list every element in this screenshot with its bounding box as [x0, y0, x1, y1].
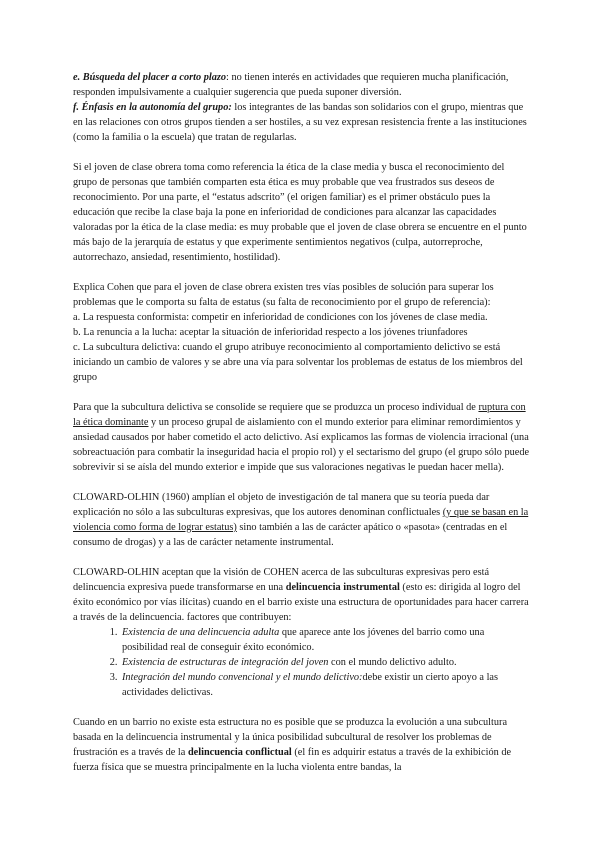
factor-1-text: que aparece ante los jóvenes del barrio como una posibilidad real de conseguir éxito económico.	[122, 627, 485, 653]
paragraph-cohen-vias	[73, 280, 530, 385]
list-item	[120, 625, 530, 655]
barrio-text-post: (el fin es adquirir estatus a través de la exhibición de fuerza física que se muestra principalmente en la lucha violenta entre bandas, la	[73, 747, 512, 773]
section-e	[73, 70, 530, 100]
section-f-label: f. Énfasis en la autonomía del grupo:	[73, 102, 232, 113]
delincuencia-instrumental-bold: delincuencia instrumental	[285, 582, 400, 593]
cohen-intro: Explica Cohen que para el joven de clase obrera existen tres vías posibles de solución para superar los problemas que le comporta su falta de estatus (su falta de reconocimiento por el grupo de referencia):	[73, 282, 494, 308]
section-f	[73, 100, 530, 145]
factors-list	[73, 625, 530, 700]
delincuencia-conflictual-bold: delincuencia conflictual	[187, 747, 292, 758]
cloward2-text-pre: CLOWARD-OLHIN aceptan que la visión de COHEN acerca de las subculturas expresivas pero está delincuencia expresiva puede transformarse en una	[73, 567, 490, 593]
ruptura-etica-underline: ruptura con la ética dominante	[73, 402, 526, 428]
barrio-text-pre: Cuando en un barrio no existe esta estructura no es posible que se produzca la evolución a una subcultura basada en la delincuencia instrumental y la única posibilidad subcultural de resolver los problemas de frustración es a través de la	[73, 717, 508, 758]
factor-1-italic: Existencia de una delincuencia adulta	[122, 627, 280, 638]
cloward1-text-post: sino también a las de carácter apático o «pasota» (centradas en el consumo de drogas) y a las de carácter netamente instrumental.	[73, 522, 508, 548]
factor-3-italic: Integración del mundo convencional y el mundo delictivo:	[122, 672, 363, 683]
cohen-option-b: b. La renuncia a la lucha: aceptar la situación de inferioridad respecto a los jóvenes triunfadores	[73, 327, 468, 338]
paragraph-subcultura-delictiva	[73, 400, 530, 475]
list-item	[120, 655, 530, 670]
factor-3-text: debe existir un cierto apoyo a las actividades delictivas.	[122, 672, 499, 698]
factor-2-italic: Existencia de estructuras de integración del joven	[122, 657, 329, 668]
cohen-option-a: a. La respuesta conformista: competir en inferioridad de condiciones con los jóvenes de clase media.	[73, 312, 488, 323]
paragraph-cloward-instrumental	[73, 565, 530, 625]
cohen-option-c: c. La subcultura delictiva: cuando el grupo atribuye reconocimiento al comportamiento delictivo se está iniciando un cambio de valores y se abre una vía para solventar los problemas de estatus de los miembros del grupo	[73, 342, 523, 383]
violencia-estatus-underline: (y que se basan en la violencia como forma de lograr estatus)	[73, 507, 529, 533]
paragraph-joven-clase-obrera: Si el joven de clase obrera toma como referencia la ética de la clase media y busca el reconocimiento del grupo de personas que también comparten esta ética es muy probable que vea frustrados sus deseos de reconocimiento. Por una parte, el “estatus adscrito” (el origen familiar) es el primer obstáculo pues la educación que recibe la clase baja la pone en inferioridad de condiciones para alcanzar las capacidades valoradas por la ética de la clase media: es muy probable que el joven de clase obrera se encuentre en el punto más bajo de la jerarquía de estatus y que experimente sentimientos negativos (culpa, autorreproche, autorrechazo, ansiedad, resentimiento, hostilidad).	[73, 162, 527, 263]
factor-2-text: con el mundo delictivo adulto.	[328, 657, 457, 668]
section-e-text: : no tienen interés en actividades que requieren mucha planificación, responden impulsivamente a cualquier sugerencia que pueda suponer diversión.	[73, 72, 509, 98]
section-e-label: e. Búsqueda del placer a corto plazo	[73, 72, 227, 83]
paragraph-barrio-conflictual	[73, 715, 530, 775]
cloward2-text-post: (esto es: dirigida al logro del éxito económico por vías ilícitas) cuando en el barrio existe una estructura de oportunidades para hacer carrera a través de la delincuencia. factores que contribuyen:	[73, 582, 529, 623]
paragraph-cloward-ampliacion	[73, 490, 530, 550]
subcultura-text-post: y un proceso grupal de aislamiento con el mundo exterior para eliminar remordimientos y ansiedad causados por haber cometido el acto delictivo. Así explicamos las formas de violencia irracional (una sobreactuación para combatir la inseguridad hacia el propio rol) y el sectarismo del grupo (el grupo sólo puede sobrevivir si se aísla del mundo exterior e impide que sus valoraciones negativas le puedan hacer mella).	[73, 417, 530, 473]
list-item	[120, 670, 530, 700]
subcultura-text-pre: Para que la subcultura delictiva se consolide se requiere que se produzca un proceso individual de	[73, 402, 479, 413]
cloward1-text-pre: CLOWARD-OLHIN (1960) amplían el objeto de investigación de tal manera que su teoría pueda dar explicación no sólo a las subculturas expresivas, que los autores denominan conflictuales	[73, 492, 490, 518]
section-f-text: los integrantes de las bandas son solidarios con el grupo, mientras que en las relaciones con otros grupos tienden a ser hostiles, a su vez expresan resistencia frente a las instituciones (como la familia o la escuela) que tratan de regularlas.	[73, 102, 527, 143]
